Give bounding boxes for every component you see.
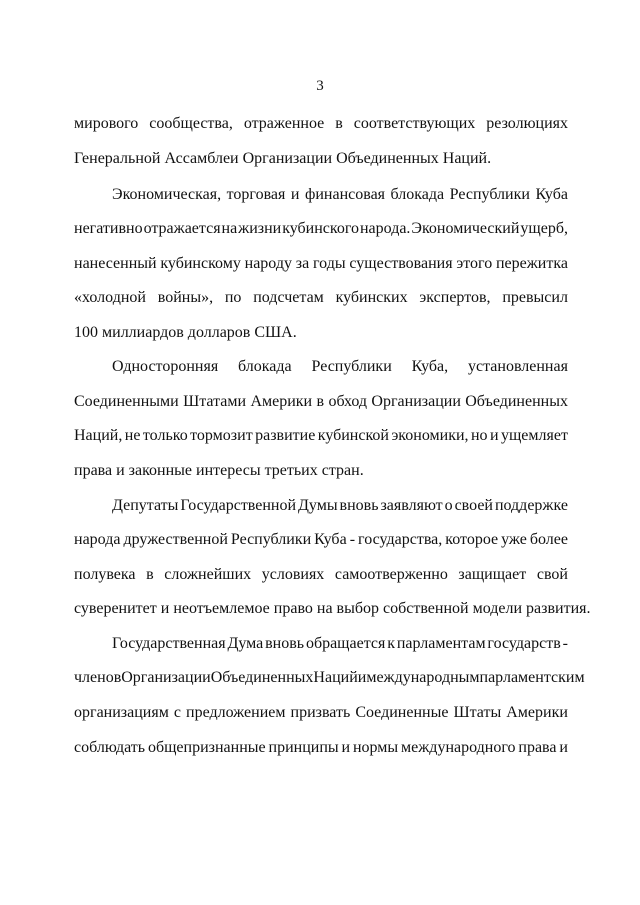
word: Объединенных — [465, 393, 568, 410]
word: Односторонняя — [112, 358, 219, 375]
word: парламентам — [396, 635, 486, 652]
word: Экономическая, — [112, 186, 222, 203]
word: вновь — [265, 635, 305, 652]
text-line: 100 миллиардов долларов США. — [74, 324, 297, 341]
word: - — [562, 635, 568, 652]
word: экспертов, — [419, 289, 491, 306]
word: экономики, — [391, 427, 469, 444]
word: тормозит — [190, 427, 253, 444]
text-line — [74, 391, 568, 413]
word: «холодной — [74, 289, 146, 306]
word: Государственной — [180, 497, 297, 514]
word: кубинских — [335, 289, 408, 306]
word: кубинского — [282, 220, 360, 237]
text-line — [74, 702, 568, 724]
word: Наций, — [74, 427, 123, 444]
word: соответствующих — [353, 115, 476, 132]
word: только — [142, 427, 188, 444]
word: превысил — [502, 289, 568, 306]
word: которое — [445, 531, 499, 548]
word: защищает — [458, 566, 527, 583]
text-line — [74, 529, 568, 551]
word: дружественной — [123, 531, 228, 548]
word: членов — [74, 669, 122, 686]
word: народу — [244, 255, 292, 272]
word: в — [316, 393, 325, 410]
word: более — [529, 531, 568, 548]
word: годы — [313, 255, 346, 272]
word: и — [489, 427, 499, 444]
text-line — [74, 667, 585, 689]
word: права — [518, 739, 557, 756]
word: отражается — [143, 220, 221, 237]
word: торговая — [226, 186, 286, 203]
word: Организации — [371, 393, 461, 410]
text-line — [74, 218, 568, 240]
word: условиях — [261, 566, 325, 583]
word: Организации — [121, 669, 211, 686]
word: пережитка — [495, 255, 568, 272]
page-number: 3 — [316, 78, 324, 94]
word: о — [444, 497, 453, 514]
word: Объединенных — [210, 669, 314, 686]
word: Соединенные — [355, 704, 449, 721]
text-line — [74, 737, 568, 759]
word: нормы — [352, 739, 399, 756]
word: развитие — [255, 427, 316, 444]
word: призвать — [290, 704, 351, 721]
word: и — [290, 186, 300, 203]
word: Куба — [314, 531, 347, 548]
word: заявляют — [380, 497, 443, 514]
word: Республики — [230, 531, 312, 548]
word: организациям — [74, 704, 169, 721]
word: своей — [454, 497, 493, 514]
word: народа. — [359, 220, 411, 237]
text-line — [112, 633, 568, 655]
word: блокада — [238, 358, 292, 375]
word: но — [470, 427, 488, 444]
word: за — [295, 255, 310, 272]
text-line — [112, 184, 568, 206]
word: государств — [487, 635, 561, 652]
word: к — [387, 635, 395, 652]
word: этого — [456, 255, 493, 272]
word: обход — [328, 393, 368, 410]
word: Штатами — [183, 393, 247, 410]
word: не — [124, 427, 141, 444]
word: и — [357, 669, 367, 686]
word: государства, — [358, 531, 443, 548]
text-line — [74, 287, 568, 309]
word: резолюциях — [486, 115, 568, 132]
word: Депутаты — [112, 497, 179, 514]
word: Государственная — [112, 635, 226, 652]
word: Думы — [298, 497, 338, 514]
text-line — [74, 564, 568, 586]
word: Наций — [313, 669, 358, 686]
word: мирового — [74, 115, 139, 132]
word: - — [349, 531, 356, 548]
word: установленная — [467, 358, 568, 375]
word: Дума — [227, 635, 264, 652]
word: в — [146, 566, 154, 583]
word: ущемляет — [500, 427, 568, 444]
word: жизни — [238, 220, 282, 237]
word: Республики — [449, 186, 530, 203]
word: негативно — [74, 220, 143, 237]
word: полувека — [74, 566, 136, 583]
text-line — [74, 425, 568, 447]
word: уже — [501, 531, 527, 548]
word: вновь — [339, 497, 379, 514]
word: существования — [349, 255, 453, 272]
word: Америки — [250, 393, 313, 410]
word: Республики — [311, 358, 392, 375]
word: парламентским — [479, 669, 585, 686]
word: Америки — [506, 704, 568, 721]
text-line — [112, 356, 568, 378]
word: подсчетам — [253, 289, 324, 306]
word: сложнейших — [164, 566, 252, 583]
word: поддержке — [494, 497, 568, 514]
text-line — [74, 253, 568, 275]
word: свой — [536, 566, 568, 583]
word: финансовая — [304, 186, 386, 203]
word: Куба — [535, 186, 568, 203]
word: с — [173, 704, 181, 721]
word: самоотверженно — [334, 566, 448, 583]
word: народа — [74, 531, 121, 548]
word: на — [221, 220, 238, 237]
word: ущерб, — [520, 220, 568, 237]
text-line: Генеральной Ассамблеи Организации Объединенных Наций. — [74, 150, 492, 167]
word: и — [559, 739, 568, 756]
word: нанесенный — [74, 255, 157, 272]
word: кубинскому — [160, 255, 241, 272]
text-line — [74, 113, 568, 135]
word: сообщества, — [149, 115, 233, 132]
word: блокада — [390, 186, 445, 203]
text-line: права и законные интересы третьих стран. — [74, 462, 364, 479]
word: соблюдать — [74, 739, 146, 756]
word: международного — [401, 739, 516, 756]
word: Экономический — [411, 220, 520, 237]
word: войны», — [157, 289, 214, 306]
word: обращается — [305, 635, 386, 652]
word: международным — [366, 669, 480, 686]
word: Куба, — [411, 358, 449, 375]
word: Соединенными — [74, 393, 179, 410]
text-line — [112, 495, 568, 517]
word: в — [335, 115, 343, 132]
word: кубинской — [317, 427, 389, 444]
word: общепризнанные — [147, 739, 266, 756]
word: и — [341, 739, 351, 756]
word: предложением — [186, 704, 286, 721]
word: Штаты — [453, 704, 502, 721]
word: принципы — [268, 739, 339, 756]
text-line: суверенитет и неотъемлемое право на выбор собственной модели развития. — [74, 600, 591, 617]
word: по — [224, 289, 242, 306]
word: отраженное — [243, 115, 325, 132]
